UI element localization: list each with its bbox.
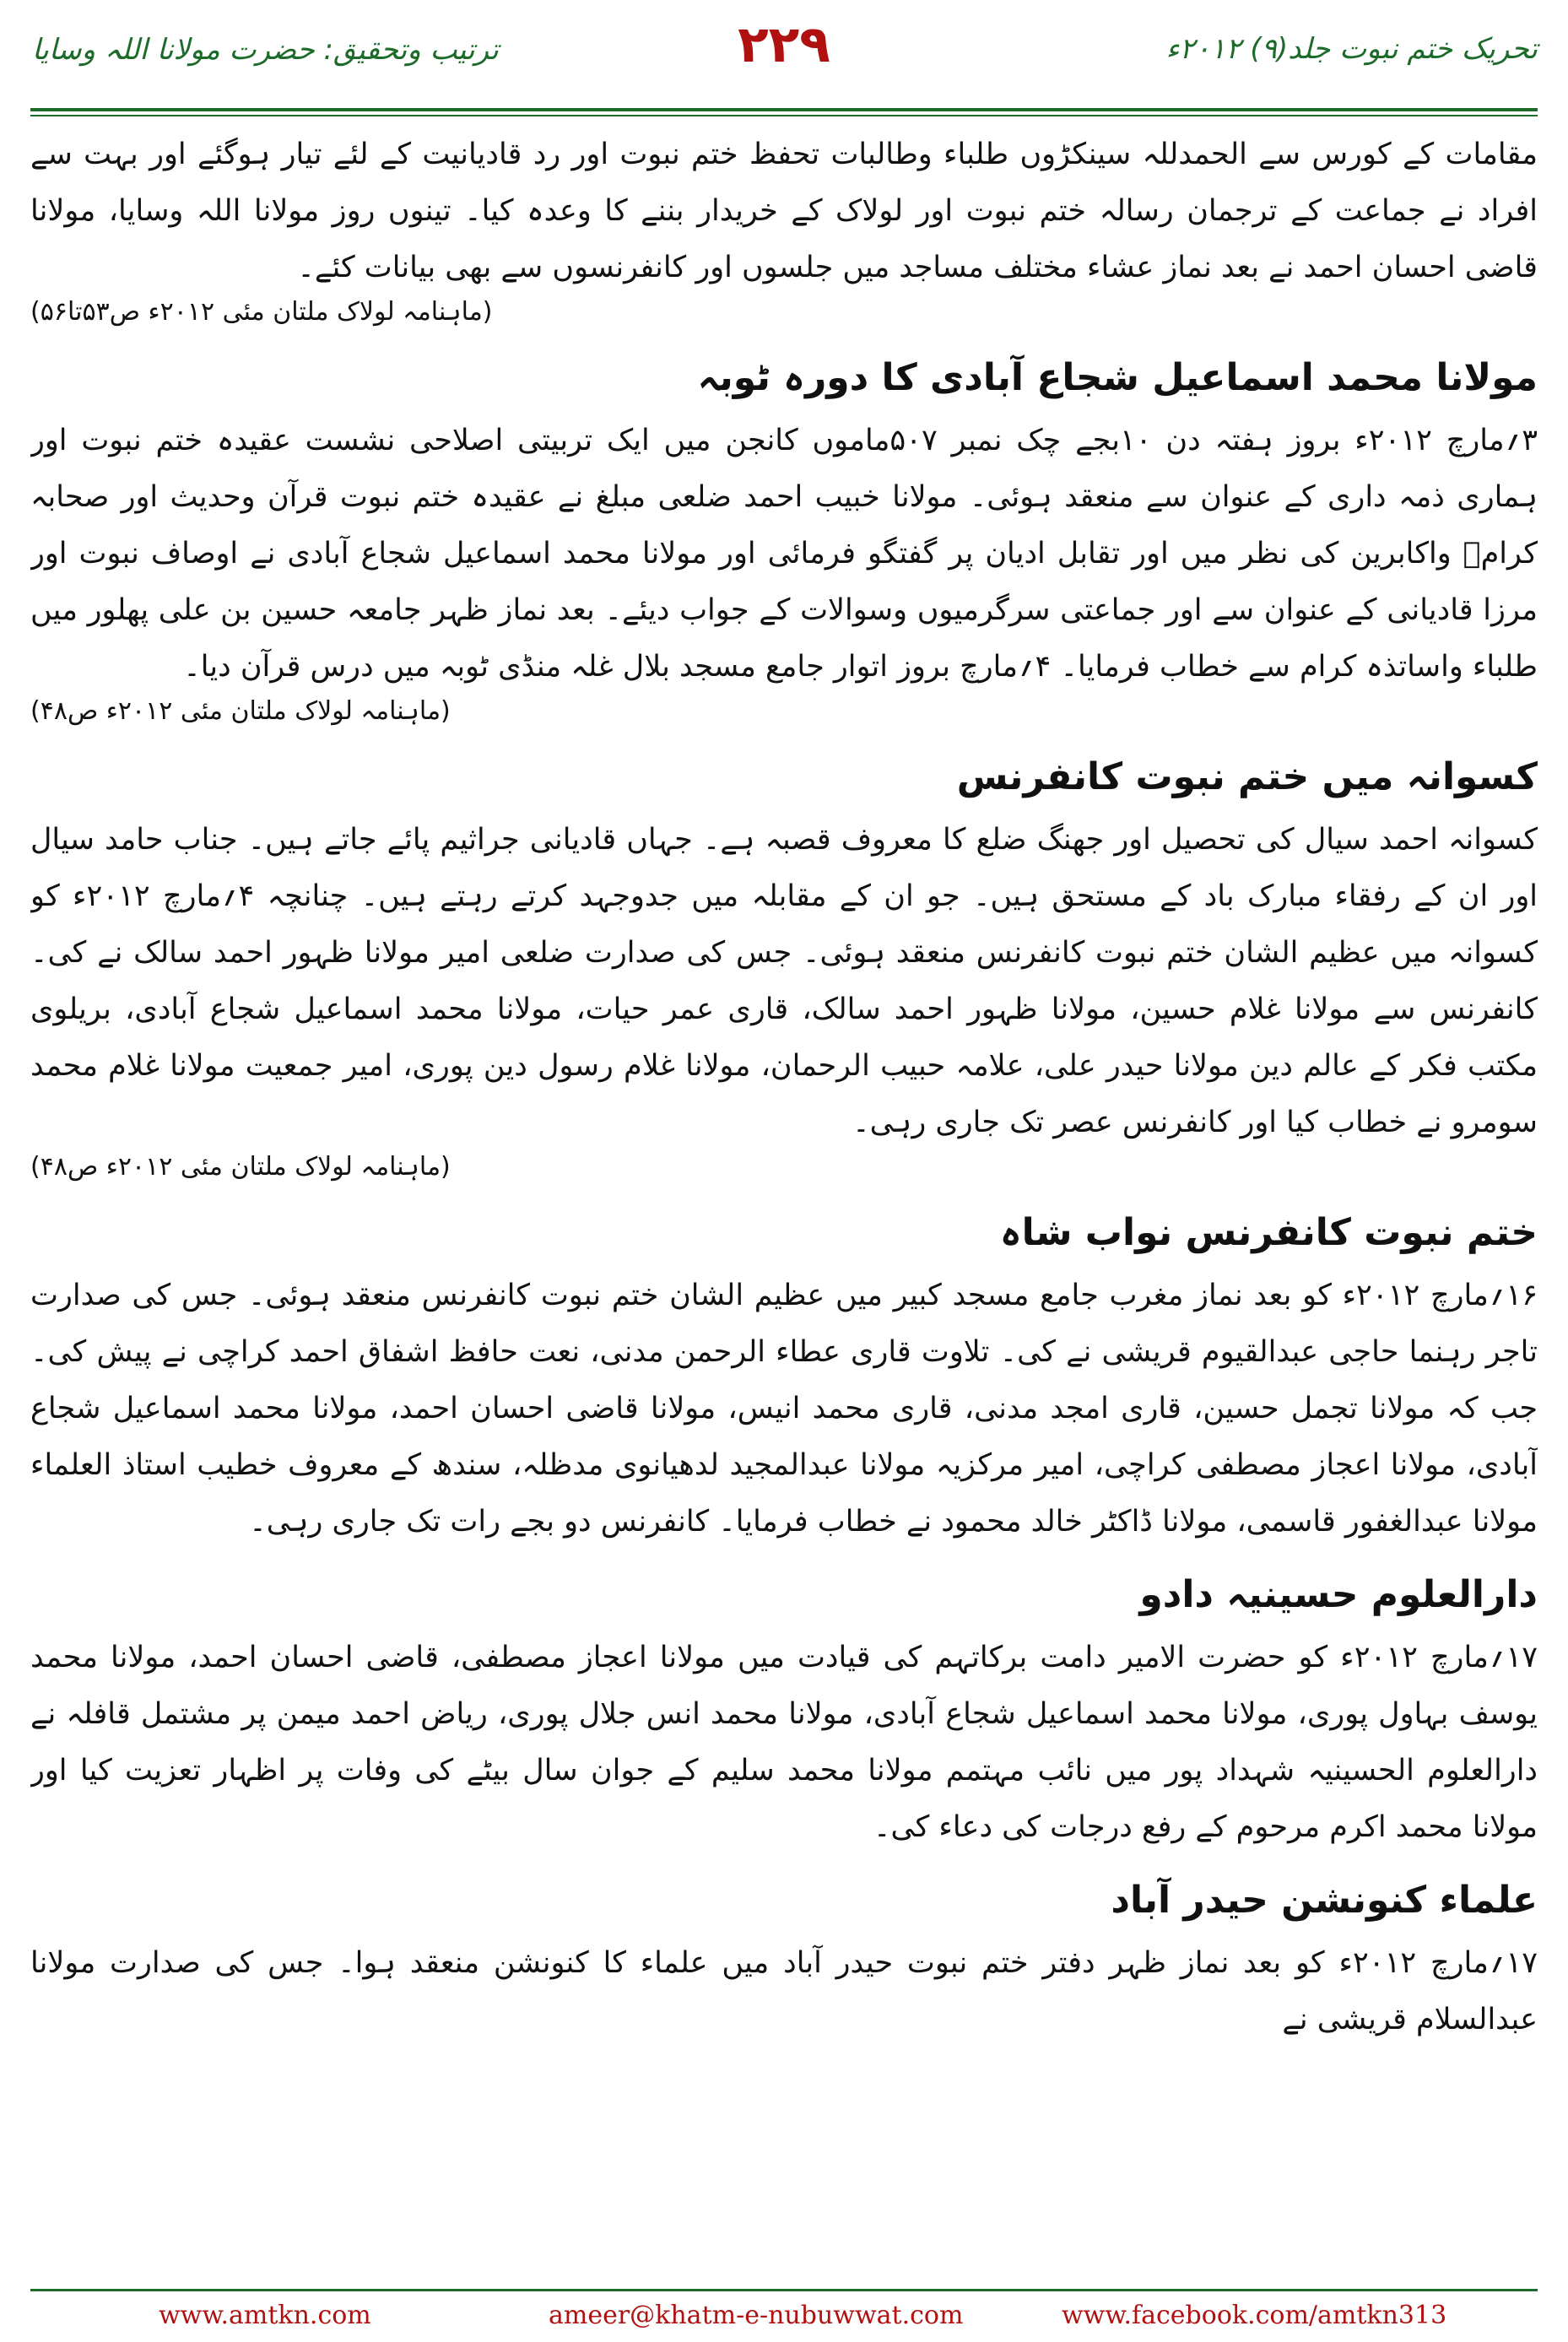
- section-3-heading: کسوانہ میں ختم نبوت کانفرنس: [956, 755, 1538, 798]
- section-6-paragraph: ۱۷؍مارچ ۲۰۱۲ء کو بعد نماز ظہر دفتر ختم نبوت حیدر آباد میں علماء کا کنونشن منعقد ہوا۔ جس کی صدارت مولانا عبدالسلام قریشی نے: [30, 1946, 1538, 2036]
- website-link[interactable]: www.amtkn.com: [159, 2301, 371, 2330]
- section-5-paragraph: ۱۷؍مارچ ۲۰۱۲ء کو حضرت الامیر دامت برکاتہم کی قیادت میں مولانا اعجاز مصطفی، قاضی احسان احمد، مولانا محمد یوسف بہاول پوری، مولانا محمد اسماعیل شجاع آبادی، مولانا محمد انس جلال پوری، ریاض احمد میمن پر مشتمل قافلہ نے دارالعلوم الحسینیہ شہداد پور میں نائب مہتمم مولانا محمد سلیم کے جوان سال بیٹے کی وفات پر اظہار تعزیت کیا اور مولانا محمد اکرم مرحوم کے رفع درجات کی دعاء کی۔: [30, 1641, 1538, 1844]
- page-header: [0, 0, 1568, 118]
- footer-divider: [30, 2289, 1538, 2291]
- section-5-heading: دارالعلوم حسینیہ دادو: [1139, 1573, 1538, 1616]
- section-6-heading: علماء کنونشن حیدر آباد: [1111, 1879, 1538, 1922]
- page-number: ۲۲۹: [738, 15, 830, 74]
- section-1-reference: (ماہنامہ لولاک ملتان مئی ۲۰۱۲ء ص۵۳تا۵۶): [30, 297, 493, 327]
- section-2-paragraph: ۳؍مارچ ۲۰۱۲ء بروز ہفتہ دن ۱۰بجے چک نمبر ۵۰۷ماموں کانجن میں ایک تربیتی اصلاحی نشست عقیدہ ختم نبوت اور ہماری ذمہ داری کے عنوان سے منعقد ہوئی۔ مولانا خبیب احمد ضلعی مبلغ نے عقیدہ ختم نبوت قرآن وحدیث اور صحابہ کرامؓ واکابرین کی نظر میں اور تقابل ادیان پر گفتگو فرمائی اور مولانا محمد اسماعیل شجاع آبادی نے اوصاف نبوت اور مرزا قادیانی کے عنوان سے اور جماعتی سرگرمیوں وسوالات کے جواب دیئے۔ بعد نماز ظہر جامعہ حسین بن علی پھلور میں طلباء واساتذہ کرام سے خطاب فرمایا۔ ۴؍مارچ بروز اتوار جامع مسجد بلال غلہ منڈی ٹوبہ میں درس قرآن دیا۔: [30, 424, 1538, 684]
- section-3-reference: (ماہنامہ لولاک ملتان مئی ۲۰۱۲ء ص۴۸): [30, 1152, 451, 1182]
- book-title: تحریک ختم نبوت جلد(۹) ۲۰۱۲ء: [1165, 32, 1538, 66]
- section-3-paragraph: کسوانہ احمد سیال کی تحصیل اور جھنگ ضلع کا معروف قصبہ ہے۔ جہاں قادیانی جراثیم پائے جاتے ہیں۔ جناب حامد سیال اور ان کے رفقاء مبارک باد کے مستحق ہیں۔ جو ان کے مقابلہ میں جدوجہد کرتے رہتے ہیں۔ چنانچہ ۴؍مارچ ۲۰۱۲ء کو کسوانہ میں عظیم الشان ختم نبوت کانفرنس منعقد ہوئی۔ جس کی صدارت ضلعی امیر مولانا ظہور احمد سالک نے کی۔ کانفرنس سے مولانا غلام حسین، مولانا ظہور احمد سالک، قاری عمر حیات، مولانا محمد اسماعیل شجاع آبادی، بریلوی مکتب فکر کے عالم دین مولانا حیدر علی، علامہ حبیب الرحمان، مولانا غلام رسول دین پوری، امیر جمعیت مولانا غلام محمد سومرو نے خطاب کیا اور کانفرنس عصر تک جاری رہی۔: [30, 823, 1538, 1139]
- email-link[interactable]: ameer@khatm-e-nubuwwat.com: [549, 2301, 964, 2330]
- compiler-credit: ترتیب وتحقیق: حضرت مولانا اللہ وسایا: [32, 33, 499, 67]
- section-4-heading: ختم نبوت کانفرنس نواب شاہ: [999, 1211, 1538, 1254]
- header-divider: [30, 108, 1538, 111]
- section-2-heading: مولانا محمد اسماعیل شجاع آبادی کا دورہ ٹوبہ: [697, 356, 1538, 399]
- page-body: [30, 127, 1538, 2287]
- section-2-reference: (ماہنامہ لولاک ملتان مئی ۲۰۱۲ء ص۴۸): [30, 696, 451, 726]
- section-1-paragraph: مقامات کے کورس سے الحمدللہ سینکڑوں طلباء وطالبات تحفظ ختم نبوت اور رد قادیانیت کے لئے تیار ہوگئے اور بہت سے افراد نے جماعت کے ترجمان رسالہ ختم نبوت اور لولاک کے خریدار بننے کا وعدہ کیا۔ تینوں روز مولانا اللہ وسایا، مولانا قاضی احسان احمد نے بعد نماز عشاء مختلف مساجد میں جلسوں اور کانفرنسوں سے بھی بیانات کئے۔: [30, 138, 1538, 284]
- section-4-paragraph: ۱۶؍مارچ ۲۰۱۲ء کو بعد نماز مغرب جامع مسجد کبیر میں عظیم الشان ختم نبوت کانفرنس منعقد ہوئی۔ جس کی صدارت تاجر رہنما حاجی عبدالقیوم قریشی نے کی۔ تلاوت قاری عطاء الرحمن مدنی، نعت حافظ اشفاق احمد کراچی نے پیش کی۔ جب کہ مولانا تجمل حسین، قاری امجد مدنی، قاری محمد انیس، مولانا قاضی احسان احمد، مولانا محمد اسماعیل شجاع آبادی، مولانا اعجاز مصطفی کراچی، امیر مرکزیہ مولانا عبدالمجید لدھیانوی مدظلہ، سندھ کے معروف خطیب استاذ العلماء مولانا عبدالغفور قاسمی، مولانا ڈاکٹر خالد محمود نے خطاب فرمایا۔ کانفرنس دو بجے رات تک جاری رہی۔: [30, 1279, 1538, 1539]
- facebook-link[interactable]: www.facebook.com/amtkn313: [1062, 2301, 1447, 2330]
- page-footer: [0, 2289, 1568, 2342]
- header-divider-thin: [30, 115, 1538, 116]
